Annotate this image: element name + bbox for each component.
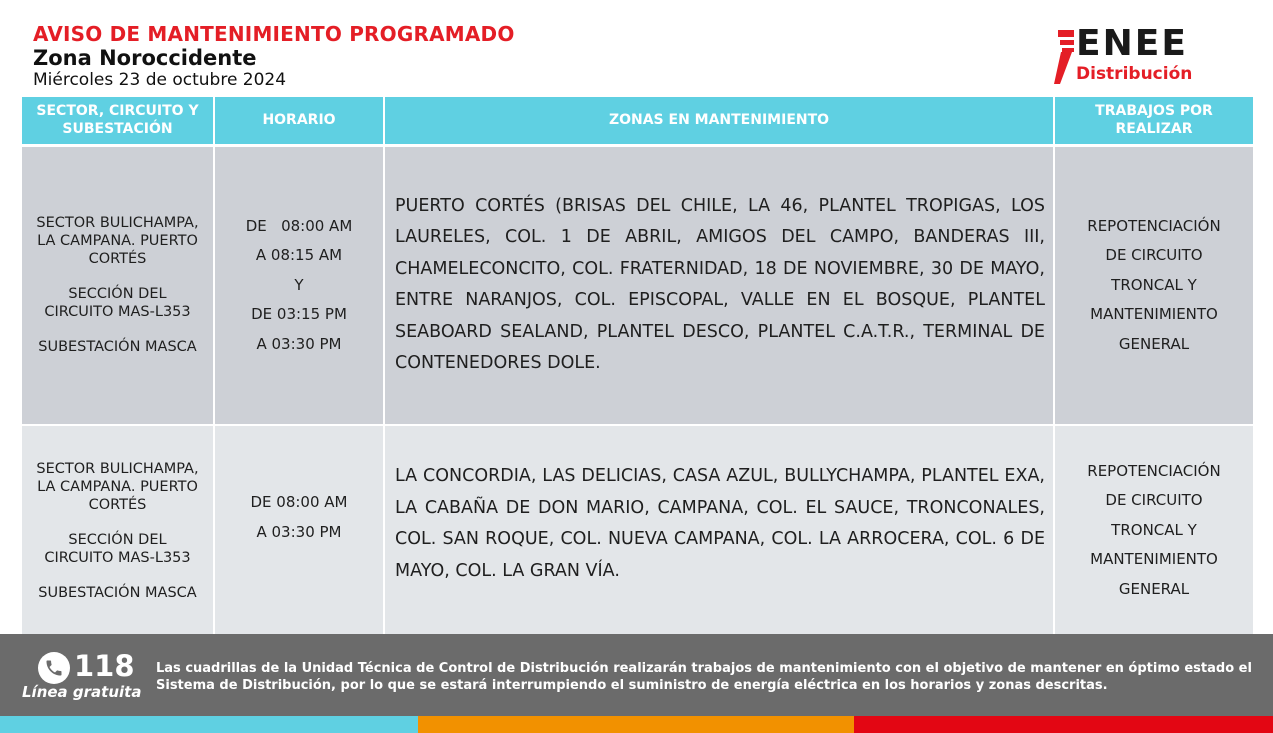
- works-line: MANTENIMIENTO: [1090, 305, 1218, 323]
- stripe-orange: [418, 716, 854, 733]
- substation-name: SUBESTACIÓN MASCA: [38, 584, 197, 601]
- footer-bar: [0, 634, 1273, 716]
- enee-logo: [1052, 23, 1232, 88]
- schedule-line: A 03:30 PM: [256, 522, 342, 541]
- substation-name: SUBESTACIÓN MASCA: [38, 339, 197, 356]
- sector-cell: [22, 145, 214, 425]
- works-line: GENERAL: [1118, 579, 1190, 598]
- zone-title: Zona Noroccidente: [33, 46, 257, 70]
- works-line: DE CIRCUITO: [1105, 246, 1203, 264]
- table-row: [22, 425, 1253, 635]
- notice-header: [33, 22, 515, 90]
- col-header-works: TRABAJOS POR REALIZAR: [1054, 97, 1253, 145]
- circuit-name: SECCIÓN DEL CIRCUITO MAS-L353: [44, 286, 191, 321]
- col-header-sector: SECTOR, CIRCUITO Y SUBESTACIÓN: [22, 97, 214, 145]
- table-header-row: [22, 97, 1253, 145]
- sector-name: SECTOR BULICHAMPA, LA CAMPANA. PUERTO CORTÉS: [36, 460, 199, 513]
- stripe-cyan: [0, 716, 418, 733]
- stripe-red: [854, 716, 1273, 733]
- schedule-line: DE 03:15 PM: [251, 305, 347, 323]
- schedule-line: A 08:15 AM: [255, 246, 343, 264]
- notice-date: Miércoles 23 de octubre 2024: [33, 70, 287, 90]
- schedule-line: A 03:30 PM: [256, 334, 342, 353]
- circuit-name: SECCIÓN DEL CIRCUITO MAS-L353: [44, 531, 191, 566]
- schedule-line: DE 08:00 AM: [250, 493, 348, 511]
- schedule-line: Y: [294, 275, 304, 294]
- schedule-cell: [214, 145, 384, 425]
- col-header-schedule: HORARIO: [214, 97, 384, 145]
- works-line: REPOTENCIACIÓN: [1087, 461, 1221, 480]
- works-line: DE CIRCUITO: [1105, 491, 1203, 510]
- zones-cell: LA CONCORDIA, LAS DELICIAS, CASA AZUL, BULLYCHAMPA, PLANTEL EXA, LA CABAÑA DE DON MARIO, CAMPANA, COL. EL SAUCE, TRONCONALES, COL. SAN ROQUE, COL. NUEVA CAMPANA, COL. LA ARROCERA, COL. 6 DE MAYO, COL. LA GRAN VÍA.: [384, 425, 1054, 635]
- works-cell: [1054, 145, 1253, 425]
- phone-label: Línea gratuita: [22, 683, 142, 701]
- sector-cell: [22, 425, 214, 635]
- works-line: REPOTENCIACIÓN: [1087, 216, 1221, 235]
- zones-cell: PUERTO CORTÉS (BRISAS DEL CHILE, LA 46, PLANTEL TROPIGAS, LOS LAURELES, COL. 1 DE ABRIL, AMIGOS DEL CAMPO, BANDERAS III, CHAMELECONCITO, COL. FRATERNIDAD, 18 DE NOVIEMBRE, 30 DE MAYO, ENTRE NARANJOS, COL. EPISCOPAL, VALLE EN EL BOSQUE, PLANTEL SEABOARD SEALAND, PLANTEL DESCO, PLANTEL C.A.T.R., TERMINAL DE CONTENEDORES DOLE.: [384, 145, 1054, 425]
- notice-title: AVISO DE MANTENIMIENTO PROGRAMADO: [33, 22, 515, 46]
- schedule-cell: [214, 425, 384, 635]
- phone-number: 118: [74, 649, 135, 683]
- works-line: TRONCAL Y: [1111, 520, 1197, 539]
- logo-name: ENEE: [1076, 23, 1188, 64]
- sector-name: SECTOR BULICHAMPA, LA CAMPANA. PUERTO CORTÉS: [36, 215, 199, 268]
- color-stripes: [0, 716, 1273, 733]
- works-line: GENERAL: [1118, 334, 1190, 353]
- col-header-zones: ZONAS EN MANTENIMIENTO: [384, 97, 1054, 145]
- schedule-line: DE 08:00 AM: [245, 216, 353, 235]
- phone-icon: [38, 652, 70, 684]
- enee-logo-mark-icon: [1052, 30, 1074, 84]
- logo-subtitle: Distribución: [1076, 64, 1193, 84]
- table-row: [22, 145, 1253, 425]
- works-line: MANTENIMIENTO: [1090, 550, 1218, 569]
- footer-notice: Las cuadrillas de la Unidad Técnica de Control de Distribución realizarán trabajos de mantenimiento con el objetivo de mantener en óptimo estado el Sistema de Distribución, por lo que se estará interrumpiendo el suministro de energía eléctrica en los horarios y zonas descritas.: [156, 661, 1252, 693]
- works-cell: [1054, 425, 1253, 635]
- works-line: TRONCAL Y: [1111, 275, 1197, 294]
- maintenance-table: [22, 97, 1253, 635]
